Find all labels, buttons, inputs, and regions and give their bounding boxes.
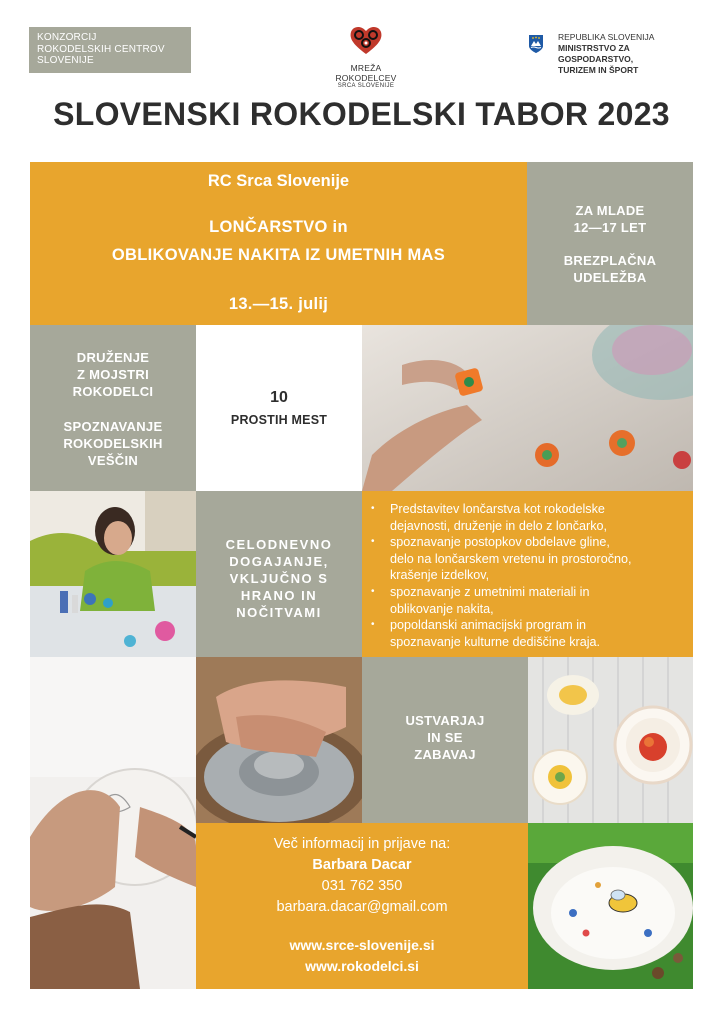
activity-line: delo na lončarskem vretenu in prostoročno, <box>390 551 632 566</box>
photo-pottery-wheel <box>196 657 362 823</box>
contact-block <box>196 823 528 989</box>
photo-decorated-plates <box>528 657 693 823</box>
mreza-name: MREŽA ROKODELCEV <box>335 63 397 83</box>
contact-name: Barbara Dacar <box>312 857 412 873</box>
audience-line: BREZPLAČNA <box>563 253 657 268</box>
photo-woman-painting <box>30 491 196 657</box>
activity-item <box>362 584 693 617</box>
activity-item <box>362 617 693 650</box>
program-line-2: OBLIKOVANJE NAKITA IZ UMETNIH MAS <box>111 246 446 264</box>
photo-hands-drawing-on-cup <box>30 657 196 989</box>
mreza-subtitle: SRCA SLOVENIJE <box>337 83 395 89</box>
program-line-1: LONČARSTVO in <box>209 218 348 236</box>
audience-line: UDELEŽBA <box>573 270 647 285</box>
activity-line: oblikovanje nakita, <box>390 601 494 616</box>
ministry-line: TURIZEM IN ŠPORT <box>558 65 639 75</box>
activity-line: • spoznavanje z umetnimi materiali in <box>390 584 590 599</box>
event-dates: 13.—15. julij <box>228 295 329 313</box>
activity-line: spoznavanje kulturne dediščine kraja. <box>390 634 601 649</box>
contact-email[interactable]: barbara.dacar@gmail.com <box>276 899 448 915</box>
ministry-line: REPUBLIKA SLOVENIJA <box>558 32 655 42</box>
activity-line: dejavnosti, druženje in delo z lončarko, <box>390 518 608 533</box>
contact-phone[interactable]: 031 762 350 <box>321 878 403 894</box>
center-name: RC Srca Slovenije <box>207 172 350 190</box>
social-block <box>30 325 196 491</box>
konzorcij-logo <box>29 27 191 73</box>
social-line: VEŠČIN <box>87 453 139 468</box>
heart-logo-icon <box>348 24 384 56</box>
social-line: Z MOJSTRI <box>76 367 150 382</box>
ministry-line: MINISTRSTVO ZA GOSPODARSTVO, <box>558 43 634 64</box>
places-count: 10 <box>270 389 288 406</box>
activity-line: • popoldanski animacijski program in <box>390 618 586 633</box>
contact-intro: Več informacij in prijave na: <box>273 836 451 852</box>
activity-item <box>362 534 693 584</box>
fun-line: ZABAVAJ <box>414 747 476 762</box>
fun-line: USTVARJAJ <box>405 713 485 728</box>
places-block <box>196 325 362 491</box>
website-link[interactable]: www.rokodelci.si <box>305 958 419 974</box>
ministry-logo <box>528 32 698 76</box>
page-title: SLOVENSKI ROKODELSKI TABOR 2023 <box>53 96 670 132</box>
activity-item <box>362 501 693 534</box>
allday-line: DOGAJANJE, <box>229 554 329 569</box>
allday-line: VKLJUČNO S <box>229 571 329 586</box>
allday-line: HRANO IN <box>240 588 318 603</box>
mreza-rokodelcev-logo <box>326 24 406 89</box>
social-line: ROKODELCI <box>72 384 154 399</box>
slovenia-coat-of-arms-icon <box>528 34 544 54</box>
website-link[interactable]: www.srce-slovenije.si <box>289 937 435 953</box>
audience-line: 12—17 LET <box>573 220 647 235</box>
social-line: SPOZNAVANJE <box>63 419 163 434</box>
konzorcij-line: SLOVENIJE <box>37 55 94 66</box>
activity-line: • Predstavitev lončarstva kot rokodelske <box>390 502 605 516</box>
audience-line: ZA MLADE <box>575 203 645 218</box>
allday-line: CELODNEVNO <box>225 537 333 552</box>
konzorcij-line: KONZORCIJ <box>37 32 97 43</box>
social-line: DRUŽENJE <box>76 350 150 365</box>
fun-line: IN SE <box>427 730 463 745</box>
places-label: PROSTIH MEST <box>230 413 328 427</box>
main-event-block <box>30 162 527 325</box>
audience-block <box>527 162 693 325</box>
photo-jewelry-beads <box>362 325 693 491</box>
activity-line: • spoznavanje postopkov obdelave gline, <box>390 535 610 550</box>
photo-painted-bowl <box>528 823 693 989</box>
social-line: ROKODELSKIH <box>63 436 163 451</box>
activity-line: krašenje izdelkov, <box>390 568 490 583</box>
activities-list <box>362 501 693 650</box>
allday-block <box>196 491 362 657</box>
fun-block <box>362 657 528 823</box>
konzorcij-line: ROKODELSKIH CENTROV <box>37 43 165 55</box>
activities-block <box>362 491 693 657</box>
allday-line: NOČITVAMI <box>236 605 322 620</box>
